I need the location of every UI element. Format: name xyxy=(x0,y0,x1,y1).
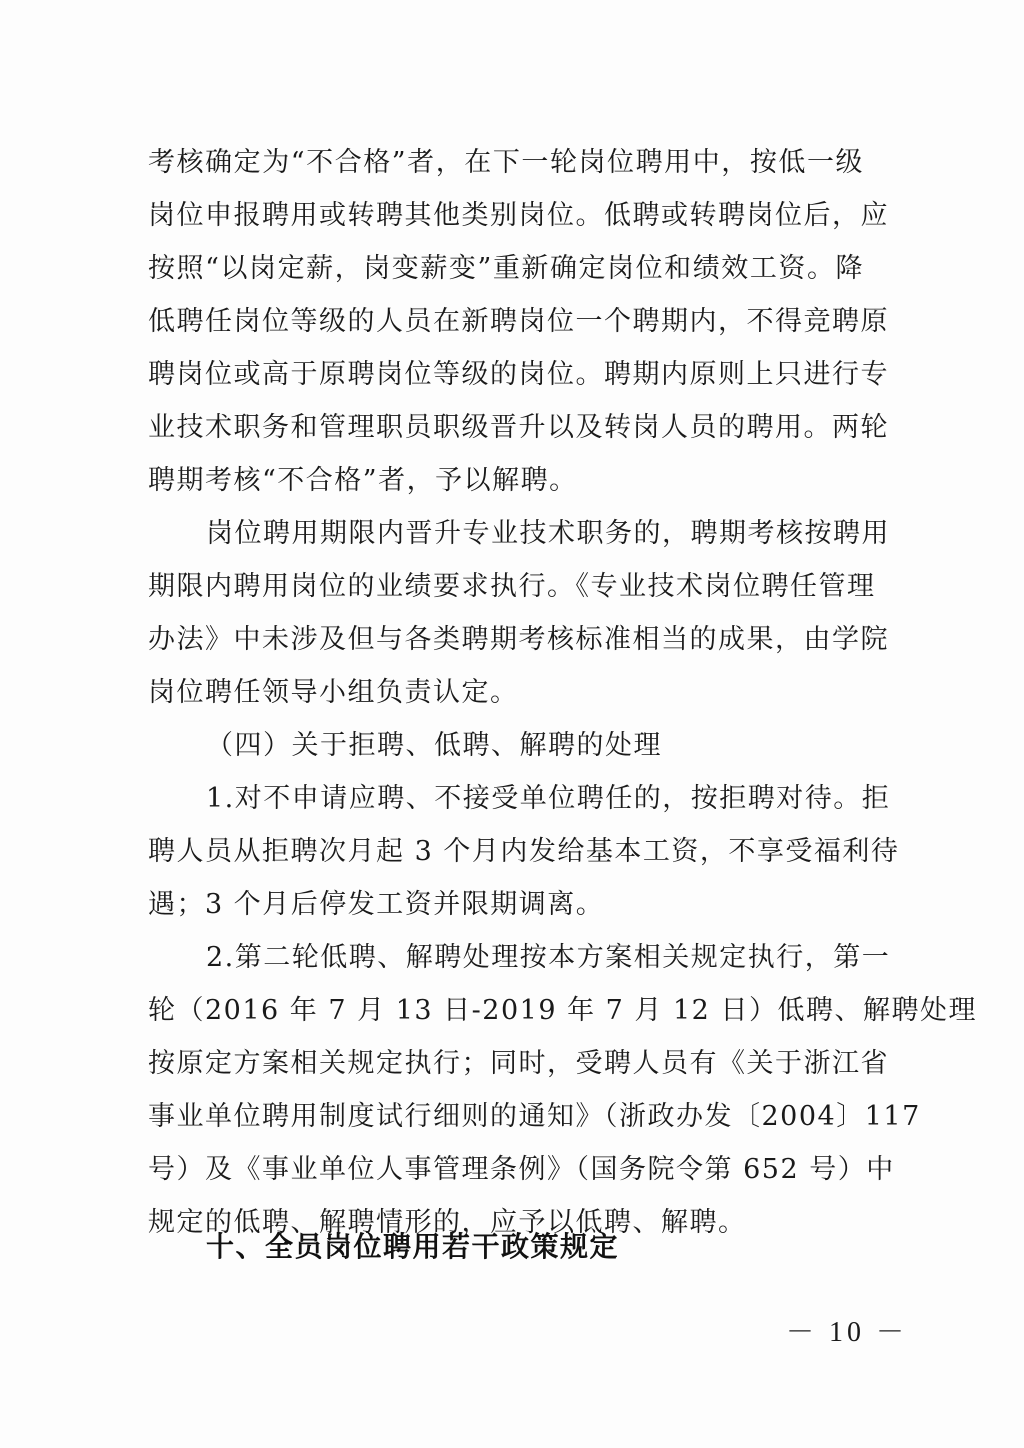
text-line-15: 遇；3 个月后停发工资并限期调离。 xyxy=(148,889,605,920)
text-line-16: 2.第二轮低聘、解聘处理按本方案相关规定执行，第一 xyxy=(206,942,891,973)
text-line-18: 按原定方案相关规定执行；同时，受聘人员有《关于浙江省 xyxy=(148,1048,889,1079)
text-line-21: 规定的低聘、解聘情形的，应予以低聘、解聘。 xyxy=(148,1207,747,1238)
text-line-7: 聘期考核“不合格”者，予以解聘。 xyxy=(148,465,578,496)
text-line-13: 1.对不申请应聘、不接受单位聘任的，按拒聘对待。拒 xyxy=(206,783,891,814)
text-line-10: 办法》中未涉及但与各类聘期考核标准相当的成果，由学院 xyxy=(148,624,889,655)
text-line-19: 事业单位聘用制度试行细则的通知》（浙政办发〔2004〕117 xyxy=(148,1101,921,1132)
text-line-9: 期限内聘用岗位的业绩要求执行。《专业技术岗位聘任管理 xyxy=(148,571,876,602)
text-line-4: 低聘任岗位等级的人员在新聘岗位一个聘期内，不得竞聘原 xyxy=(148,306,889,337)
text-line-1: 考核确定为“不合格”者，在下一轮岗位聘用中，按低一级 xyxy=(148,147,864,178)
text-line-14: 聘人员从拒聘次月起 3 个月内发给基本工资，不享受福利待 xyxy=(148,836,900,867)
text-line-2: 岗位申报聘用或转聘其他类别岗位。低聘或转聘岗位后，应 xyxy=(148,200,889,231)
text-line-6: 业技术职务和管理职员职级晋升以及转岗人员的聘用。两轮 xyxy=(148,412,889,443)
text-line-20: 号）及《事业单位人事管理条例》（国务院令第 652 号）中 xyxy=(148,1154,895,1185)
text-line-17: 轮（2016 年 7 月 13 日-2019 年 7 月 12 日）低聘、解聘处理 xyxy=(148,995,977,1026)
section-heading: 十、全员岗位聘用若干政策规定 xyxy=(206,1230,620,1263)
text-line-3: 按照“以岗定薪，岗变薪变”重新确定岗位和绩效工资。降 xyxy=(148,253,864,284)
text-line-8: 岗位聘用期限内晋升专业技术职务的，聘期考核按聘用 xyxy=(206,518,890,549)
text-line-5: 聘岗位或高于原聘岗位等级的岗位。聘期内原则上只进行专 xyxy=(148,359,889,390)
subsection-heading: （四）关于拒聘、低聘、解聘的处理 xyxy=(206,730,662,761)
text-line-11: 岗位聘任领导小组负责认定。 xyxy=(148,677,519,708)
page-number: － 10 － xyxy=(786,1317,909,1348)
